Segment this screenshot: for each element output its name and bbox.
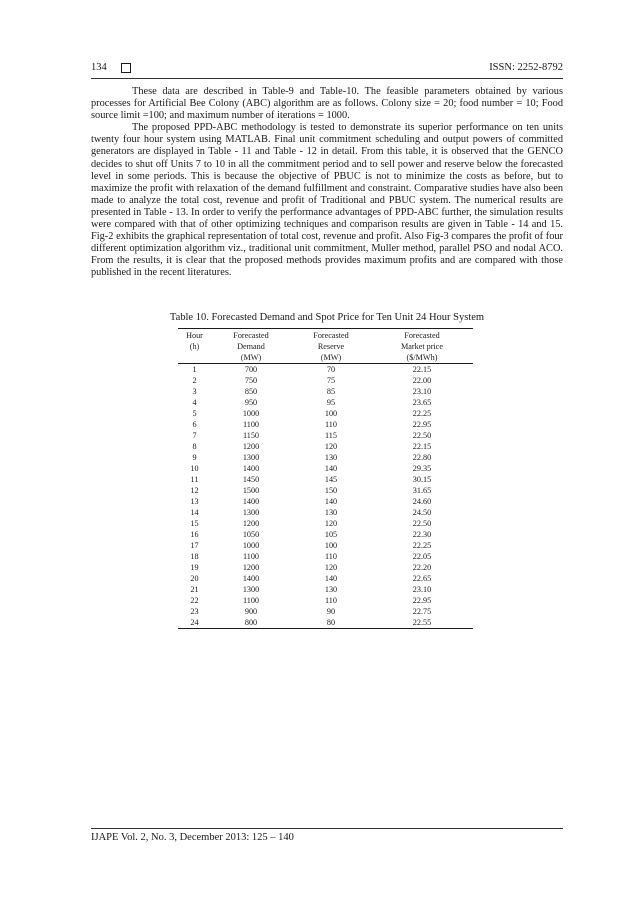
- table-cell: 24: [178, 617, 211, 629]
- table-cell: 22.75: [412, 607, 432, 616]
- table-cell: 100: [324, 541, 338, 550]
- table-cell: 24.60: [412, 497, 432, 506]
- table-header-cell: (h): [189, 342, 200, 351]
- table-cell: 140: [324, 464, 338, 473]
- table-header-cell: ($/MWh): [371, 352, 473, 364]
- footer-citation: IJAPE Vol. 2, No. 3, December 2013: 125 – 140: [91, 832, 294, 843]
- table-cell: 140: [324, 574, 338, 583]
- page-header: [91, 62, 563, 76]
- table-cell: 750: [244, 376, 258, 385]
- table-cell: 110: [325, 552, 337, 561]
- table-cell: 120: [324, 563, 338, 572]
- table-cell: 1400: [242, 464, 260, 473]
- table-cell: 14: [190, 508, 199, 517]
- table-row: [178, 562, 473, 573]
- table-cell: 22.15: [412, 365, 432, 374]
- table-row: [178, 419, 473, 430]
- table-cell: 15: [190, 519, 199, 528]
- table-header-cell: (MW): [291, 352, 371, 364]
- table-cell: 1050: [242, 530, 260, 539]
- table-cell: 95: [326, 398, 336, 407]
- table-cell: 23.10: [412, 387, 432, 396]
- table-cell: 1000: [242, 409, 260, 418]
- table-cell: 10: [190, 464, 199, 473]
- table-cell: 140: [324, 497, 338, 506]
- table-row: [178, 397, 473, 408]
- table-cell: 22.00: [412, 376, 432, 385]
- table-cell: 70: [326, 365, 336, 374]
- table-cell: 31.65: [412, 486, 432, 495]
- table-cell: 85: [326, 387, 336, 396]
- table-cell: 21: [190, 585, 199, 594]
- table-row: [178, 584, 473, 595]
- paragraph: These data are described in Table-9 and Table-10. The feasible parameters obtained by various processes for Artificial Bee Colony (ABC) algorithm are as follows. Colony size = 20; food number = 10; Food source limit =100; and maximum number of iterations = 1000.: [91, 86, 563, 122]
- issn-label: ISSN: 2252-8792: [489, 62, 563, 73]
- table-cell: 29.35: [412, 464, 432, 473]
- table-row: [178, 551, 473, 562]
- table-cell: 1450: [242, 475, 260, 484]
- table-row: [178, 452, 473, 463]
- table-cell: 5: [192, 409, 197, 418]
- table-header-row: [178, 329, 473, 342]
- table-cell: 17: [190, 541, 199, 550]
- table-cell: 130: [324, 508, 338, 517]
- table-cell: 19: [190, 563, 199, 572]
- table-caption: Table 10. Forecasted Demand and Spot Price for Ten Unit 24 Hour System: [169, 312, 485, 323]
- table-cell: 11: [190, 475, 199, 484]
- table-row: [178, 386, 473, 397]
- footer-divider: [91, 828, 563, 829]
- table-cell: 22.05: [412, 552, 432, 561]
- table-cell: 18: [190, 552, 199, 561]
- table-row: [178, 474, 473, 485]
- table-cell: 20: [190, 574, 199, 583]
- page-number: 134: [91, 62, 107, 73]
- table-row: [178, 518, 473, 529]
- table-row: [178, 507, 473, 518]
- header-divider: [91, 78, 563, 79]
- table-cell: 120: [324, 442, 338, 451]
- table-cell: 30.15: [412, 475, 432, 484]
- table-cell: 1500: [242, 486, 260, 495]
- table-cell: 1200: [242, 563, 260, 572]
- table-cell: 4: [192, 398, 197, 407]
- table-row: [178, 573, 473, 584]
- table-cell: 1: [192, 365, 197, 374]
- table-row: [178, 441, 473, 452]
- forecast-table: [178, 328, 473, 629]
- table-cell: 24.50: [412, 508, 432, 517]
- table-header-cell: Hour: [178, 329, 211, 342]
- table-header-cell: Demand: [237, 342, 265, 351]
- table-cell: 3: [192, 387, 197, 396]
- table-cell: 75: [326, 376, 336, 385]
- table-header-cell: Forecasted: [211, 329, 291, 342]
- table-cell: 22.65: [412, 574, 432, 583]
- table-cell: 1400: [242, 497, 260, 506]
- table-header-cell: Forecasted: [291, 329, 371, 342]
- table-cell: 1100: [242, 420, 260, 429]
- table-cell: 22.95: [412, 596, 432, 605]
- table-cell: 700: [244, 365, 258, 374]
- table-header-cell: [178, 352, 211, 364]
- table-cell: 120: [324, 519, 338, 528]
- table-row: [178, 540, 473, 551]
- table-row: [178, 408, 473, 419]
- table-cell: 1000: [242, 541, 260, 550]
- table-cell: 8: [192, 442, 197, 451]
- table-row: [178, 606, 473, 617]
- table-cell: 105: [324, 530, 338, 539]
- table-row: [178, 364, 473, 376]
- table-cell: 130: [324, 585, 338, 594]
- table-cell: 1200: [242, 442, 260, 451]
- table-cell: 150: [324, 486, 338, 495]
- table-cell: 22.25: [412, 409, 432, 418]
- table-row: [178, 375, 473, 386]
- table-cell: 145: [324, 475, 338, 484]
- table-cell: 1100: [242, 552, 260, 561]
- table-cell: 900: [244, 607, 258, 616]
- square-bullet-icon: [121, 63, 131, 73]
- table-cell: 22: [190, 596, 199, 605]
- table-cell: 22.50: [412, 519, 432, 528]
- table-cell: 22.80: [412, 453, 432, 462]
- table-cell: 6: [192, 420, 197, 429]
- table-cell: 115: [325, 431, 337, 440]
- table-cell: 110: [325, 596, 337, 605]
- table-row: [178, 485, 473, 496]
- table-cell: 7: [192, 431, 197, 440]
- table-cell: 22.25: [412, 541, 432, 550]
- table-row: [178, 595, 473, 606]
- table-cell: 12: [190, 486, 199, 495]
- table-cell: 22.95: [412, 420, 432, 429]
- table-row: [178, 529, 473, 540]
- table-cell: 22.30: [412, 530, 432, 539]
- table-header-row: [178, 352, 473, 364]
- table-cell: 1400: [242, 574, 260, 583]
- table-cell: 23.65: [412, 398, 432, 407]
- table-cell: 16: [190, 530, 199, 539]
- table-cell: 1300: [242, 508, 260, 517]
- table-cell: 22.55: [371, 617, 473, 629]
- table-header-cell: (MW): [211, 352, 291, 364]
- table-header-cell: Forecasted: [371, 329, 473, 342]
- paragraph: The proposed PPD-ABC methodology is tested to demonstrate its superior performance on ten units twenty four hour system using MATLAB. Final unit commitment scheduling and output powers of committed generators are displayed in Table - 11 and Table - 12 in detail. From this table, it is observed that the GENCO decides to shut off Units 7 to 10 in all the commitment period and to sell power and reserve below the forecasted level in some periods. This is because the objective of PBUC is not to minimize the costs as before, but to maximize the profit with relaxation of the demand fulfillment and constraint. Comparative studies have also been made to analyze the total cost, revenue and profit of Traditional and PBUC system. The numerical results are presented in Table - 13. In order to verify the performance advantages of PPD-ABC further, the simulation results were compared with that of other optimizing techniques and comparison results are given in Table - 14 and 15. Fig-2 exhibits the graphical representation of total cost, revenue and profit. Also Fig-3 compares the profit of four different optimization algorithm viz., traditional unit commitment, Muller method, parallel PSO and nodal ACO. From the results, it is clear that the proposed methods provides maximum profits and are compared with those published in the recent literatures.: [91, 122, 563, 279]
- table-cell: 1200: [242, 519, 260, 528]
- table-row: [178, 430, 473, 441]
- table-cell: 13: [190, 497, 199, 506]
- table-cell: 1300: [242, 453, 260, 462]
- table-header-cell: Reserve: [317, 342, 345, 351]
- table-cell: 800: [211, 617, 291, 629]
- table-cell: 9: [192, 453, 197, 462]
- table-cell: 23: [190, 607, 199, 616]
- table-cell: 1300: [242, 585, 260, 594]
- table-cell: 1150: [242, 431, 260, 440]
- table-cell: 1100: [242, 596, 260, 605]
- table-cell: 22.50: [412, 431, 432, 440]
- table-header-cell: Market price: [400, 342, 444, 351]
- table-cell: 90: [326, 607, 336, 616]
- table-cell: 850: [244, 387, 258, 396]
- table-cell: 80: [291, 617, 371, 629]
- table-cell: 2: [192, 376, 197, 385]
- table-cell: 100: [324, 409, 338, 418]
- table-cell: 110: [325, 420, 337, 429]
- table-row: [178, 463, 473, 474]
- table-cell: 950: [244, 398, 258, 407]
- table-row: [178, 496, 473, 507]
- table-cell: 23.10: [412, 585, 432, 594]
- table-header-row: [178, 341, 473, 352]
- table-cell: 130: [324, 453, 338, 462]
- table-cell: 22.15: [412, 442, 432, 451]
- table-cell: 22.20: [412, 563, 432, 572]
- body-text: [91, 86, 563, 280]
- table-row: [178, 617, 473, 629]
